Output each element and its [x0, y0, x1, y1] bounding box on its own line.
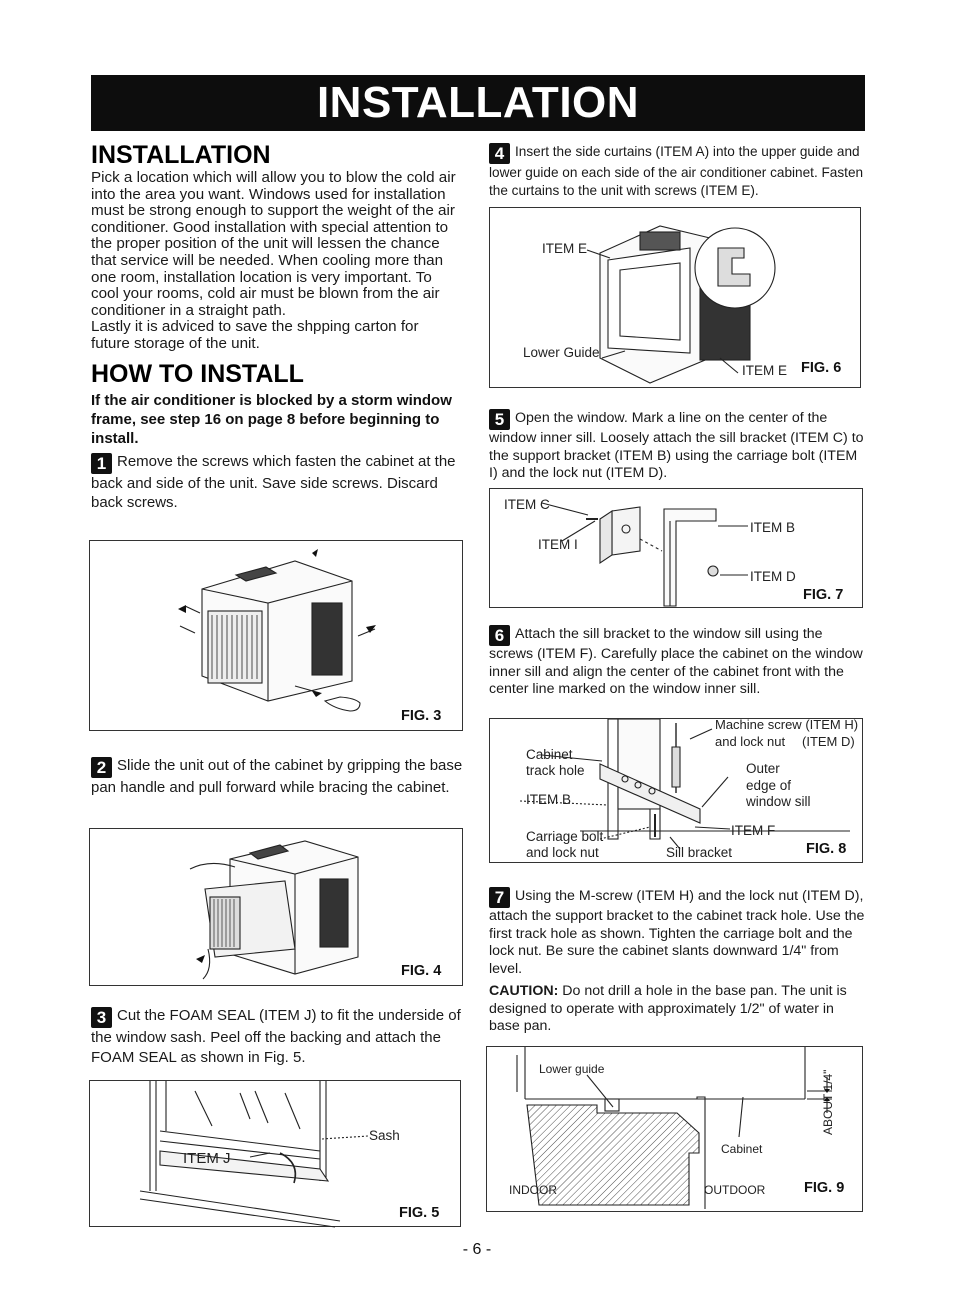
figure-4-label: FIG. 4: [401, 963, 442, 979]
figure-6-item-e-top: ITEM E: [542, 241, 588, 256]
figure-5-label: FIG. 5: [399, 1205, 440, 1221]
caution-text: Do not drill a hole in the base pan. The unit is designed to operate with approximately 1/2" of water in base pan.: [489, 983, 847, 1035]
figure-7: [489, 488, 863, 608]
how-to-install-heading: HOW TO INSTALL: [91, 359, 304, 388]
figure-6-label: FIG. 6: [801, 360, 842, 376]
page-banner: INSTALLATION: [91, 75, 865, 131]
step-4-text: Insert the side curtains (ITEM A) into the upper guide and lower guide on each side of the air conditioner cabinet. Fasten the curtains to the unit with screws (ITEM E).: [489, 144, 864, 198]
figure-7-item-i: ITEM I: [538, 537, 578, 552]
step-5-text: Open the window. Mark a line on the center of the window inner sill. Loosely attach the sill bracket (ITEM C) to the support bracket (ITEM B) using the carriage bolt (ITEM I) and the lock nut (ITEM D).: [489, 410, 864, 482]
figure-8-sill-bracket: Sill bracket: [666, 845, 733, 860]
step-5-number: 5: [489, 409, 510, 430]
figure-6-item-e-bottom: ITEM E: [742, 363, 788, 378]
figure-6: [489, 207, 861, 388]
figure-8-machine-screw-text: Machine screw: [715, 717, 802, 732]
figure-8-lock-nut: and lock nut: [715, 734, 786, 749]
left-column: [91, 140, 461, 513]
installation-text-2: Lastly it is adviced to save the shpping carton for future storage of the unit.: [91, 318, 419, 352]
figure-3-drawing: [90, 541, 464, 732]
figure-8-cabinet: Cabinet: [526, 747, 573, 762]
step-1-number: 1: [91, 453, 112, 474]
figure-7-item-d: ITEM D: [750, 569, 796, 584]
figure-8: [489, 718, 863, 863]
step-3-number: 3: [91, 1007, 112, 1028]
figure-8-edge-of: edge of: [746, 778, 792, 793]
step-6: [489, 625, 865, 699]
figure-4: [89, 828, 463, 986]
step-1: [91, 452, 461, 513]
figure-9: [486, 1046, 863, 1212]
installation-text: Pick a location which will allow you to blow the cold air into the area you want. Windows used for installation must be strong enough to support the weight of the air conditioner. Good installation with special attention to the proper position of the unit will lessen the chance that service will be needed. When cooling more than one room, installation location is very important. To cool your rooms, cold air must be blown from the air conditioner in a straight path.: [91, 169, 456, 319]
storm-window-note: If the air conditioner is blocked by a storm window frame, see step 16 on page 8 before beginning to install.: [91, 391, 452, 447]
figure-9-cabinet: Cabinet: [721, 1142, 763, 1156]
figure-9-lower-guide: Lower guide: [539, 1062, 605, 1076]
step-7-number: 7: [489, 887, 510, 908]
figure-7-item-b: ITEM B: [750, 520, 796, 535]
figure-8-and-lock-nut: and lock nut: [526, 845, 599, 860]
figure-5-sash-label: Sash: [369, 1128, 400, 1143]
step-6-text: Attach the sill bracket to the window sill using the screws (ITEM F). Carefully place the cabinet on the window inner sill and align the center of the cabinet front with the center line marked on the window inner sill.: [489, 626, 863, 698]
step-3-text: Cut the FOAM SEAL (ITEM J) to fit the underside of the window sash. Peel off the backing and attach the FOAM SEAL as shown in Fig. 5.: [91, 1007, 461, 1066]
figure-8-item-f: ITEM F: [731, 823, 776, 838]
step-7: [489, 887, 865, 978]
step-7-text: Using the M-screw (ITEM H) and the lock nut (ITEM D), attach the support bracket to the cabinet track hole. Use the first track hole as shown. Tighten the carriage bolt and the lock nut. Be sure the cabinet slants downward 1/4" from level.: [489, 888, 865, 977]
figure-7-item-c: ITEM C: [504, 497, 550, 512]
figure-8-label: FIG. 8: [806, 841, 847, 857]
figure-8-item-d: (ITEM D): [802, 734, 855, 749]
figure-8-track-hole: track hole: [526, 763, 585, 778]
caution: [489, 983, 865, 1036]
step-5: [489, 409, 865, 483]
step-3: [91, 1006, 463, 1067]
step-2: [91, 756, 463, 798]
step-2-text: Slide the unit out of the cabinet by gripping the base pan handle and pull forward while bracing the cabinet.: [91, 757, 463, 796]
figure-3: [89, 540, 463, 731]
figure-5-item-j-label: ITEM J: [183, 1150, 231, 1167]
figure-9-label: FIG. 9: [804, 1180, 845, 1196]
figure-5: [89, 1080, 461, 1227]
figure-8-item-b: ITEM B: [526, 792, 572, 807]
figure-9-outdoor: OUTDOOR: [704, 1183, 766, 1197]
step-1-text: Remove the screws which fasten the cabinet at the back and side of the unit. Save side screws. Discard back screws.: [91, 452, 456, 512]
step-4: [489, 143, 865, 199]
figure-9-about: ABOUT 1/4": [821, 1069, 835, 1135]
step-4-number: 4: [489, 143, 510, 164]
figure-9-indoor: INDOOR: [509, 1183, 557, 1197]
figure-8-item-h: (ITEM H): [805, 717, 859, 732]
figure-6-lower-guide: Lower Guide: [523, 345, 600, 360]
figure-8-carriage-bolt: Carriage bolt: [526, 829, 604, 844]
step-2-number: 2: [91, 757, 112, 778]
figure-8-machine-screw: [715, 717, 858, 732]
figure-7-label: FIG. 7: [803, 587, 844, 603]
figure-3-label: FIG. 3: [401, 708, 442, 724]
installation-heading: INSTALLATION: [91, 141, 271, 169]
figure-8-window-sill: window sill: [746, 794, 811, 809]
caution-label: CAUTION:: [489, 983, 559, 999]
page-number: - 6 -: [462, 1241, 492, 1258]
step-6-number: 6: [489, 625, 510, 646]
figure-8-outer: Outer: [746, 761, 780, 776]
